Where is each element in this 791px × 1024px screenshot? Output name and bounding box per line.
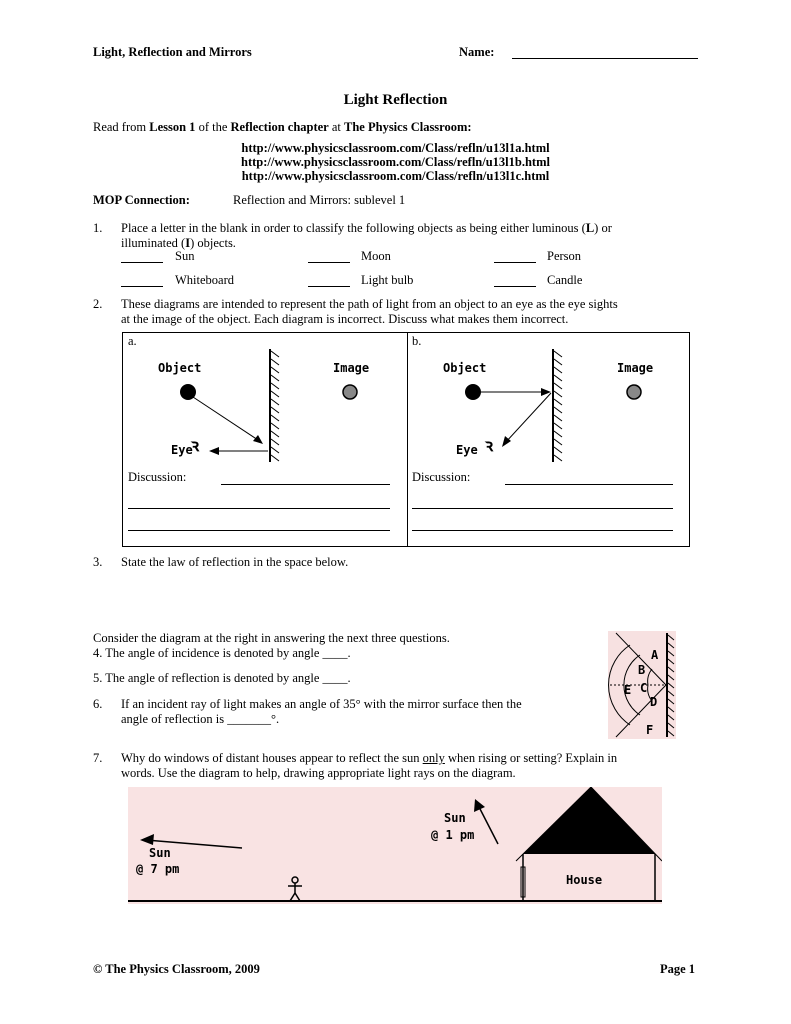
- q3-number: 3.: [93, 555, 103, 569]
- angle-diagram: [608, 631, 676, 739]
- intro-text: Read from Lesson 1 of the Reflection chapter at The Physics Classroom:: [93, 120, 472, 134]
- sun-7pm-time: @ 7 pm: [136, 862, 180, 876]
- angle-label-a: A: [651, 648, 659, 662]
- blank-person[interactable]: [494, 262, 536, 263]
- svg-text:ꝛ: ꝛ: [191, 436, 200, 456]
- name-label: Name:: [459, 45, 495, 59]
- panel-b-discussion: Discussion:: [412, 470, 471, 484]
- footer-copyright: © The Physics Classroom, 2009: [93, 962, 260, 976]
- mop-value: Reflection and Mirrors: sublevel 1: [233, 193, 406, 207]
- q2-line1: These diagrams are intended to represent the path of light from an object to an eye as the eye sights: [121, 297, 618, 311]
- blank-sun[interactable]: [121, 262, 163, 263]
- q7-line2: words. Use the diagram to help, drawing appropriate light rays on the diagram.: [121, 766, 516, 780]
- panel-b-line-3[interactable]: [412, 530, 673, 531]
- sun-7pm-label: Sun: [149, 846, 171, 860]
- q1-number: 1.: [93, 221, 103, 235]
- panel-b-image: Image: [617, 361, 654, 375]
- q6-number: 6.: [93, 697, 103, 711]
- angle-label-e: E: [624, 683, 632, 697]
- panel-b-object: Object: [443, 361, 487, 375]
- item-light-bulb: Light bulb: [361, 273, 414, 287]
- panel-b-line-1[interactable]: [505, 484, 673, 485]
- blank-moon[interactable]: [308, 262, 350, 263]
- panel-a-image: Image: [333, 361, 370, 375]
- svg-text:ꝛ: ꝛ: [485, 436, 494, 456]
- footer-page: Page 1: [660, 962, 696, 976]
- blank-light-bulb[interactable]: [308, 286, 350, 287]
- consider-text: Consider the diagram at the right in answering the next three questions.: [93, 631, 450, 645]
- sun-1pm-label: Sun: [444, 811, 466, 825]
- q3-text: State the law of reflection in the space below.: [121, 555, 349, 569]
- panel-a-line-2[interactable]: [128, 508, 390, 509]
- item-sun: Sun: [175, 249, 195, 263]
- mop-label: MOP Connection:: [93, 193, 190, 207]
- q2-diagram-box: [122, 332, 690, 547]
- sun-1pm-time: @ 1 pm: [431, 828, 475, 842]
- house-label: House: [566, 873, 603, 887]
- q5-text: 5. The angle of reflection is denoted by angle ____.: [93, 671, 351, 685]
- q7-line1: Why do windows of distant houses appear to reflect the sun only when rising or setting? Explain in: [121, 751, 618, 765]
- angle-label-c: C: [640, 681, 648, 695]
- item-whiteboard: Whiteboard: [175, 273, 235, 287]
- q2-line2: at the image of the object. Each diagram is incorrect. Discuss what makes them incorrect.: [121, 312, 569, 326]
- q7-number: 7.: [93, 751, 103, 765]
- q6-line1: If an incident ray of light makes an angle of 35° with the mirror surface then the: [121, 697, 522, 711]
- item-moon: Moon: [361, 249, 391, 263]
- item-candle: Candle: [547, 273, 583, 287]
- panel-a-line-3[interactable]: [128, 530, 390, 531]
- url-3[interactable]: http://www.physicsclassroom.com/Class/refln/u13l1c.html: [241, 169, 550, 183]
- panel-b-line-2[interactable]: [412, 508, 673, 509]
- blank-candle[interactable]: [494, 286, 536, 287]
- angle-label-d: D: [650, 695, 658, 709]
- name-blank[interactable]: [512, 58, 698, 59]
- panel-a-label: a.: [128, 334, 137, 348]
- q1-text: Place a letter in the blank in order to classify the following objects as being either luminous (L) or illuminated (I) objects.: [121, 221, 612, 250]
- panel-a-object: Object: [158, 361, 202, 375]
- angle-label-b: B: [638, 663, 646, 677]
- url-1[interactable]: http://www.physicsclassroom.com/Class/refln/u13l1a.html: [241, 141, 550, 155]
- blank-whiteboard[interactable]: [121, 286, 163, 287]
- q2-number: 2.: [93, 297, 103, 311]
- panel-b-label: b.: [412, 334, 422, 348]
- page-title: Light Reflection: [343, 92, 448, 108]
- panel-b-eye: Eye: [456, 443, 478, 457]
- q6-line2: angle of reflection is _______°.: [121, 712, 280, 726]
- panel-a-eye: Eye: [171, 443, 193, 457]
- panel-a-line-1[interactable]: [221, 484, 390, 485]
- q4-text: 4. The angle of incidence is denoted by angle ____.: [93, 646, 351, 660]
- angle-label-f: F: [646, 723, 654, 737]
- panel-a-discussion: Discussion:: [128, 470, 187, 484]
- header-title: Light, Reflection and Mirrors: [93, 45, 252, 59]
- sun-diagram: [128, 787, 662, 904]
- url-2[interactable]: http://www.physicsclassroom.com/Class/refln/u13l1b.html: [241, 155, 550, 169]
- item-person: Person: [547, 249, 582, 263]
